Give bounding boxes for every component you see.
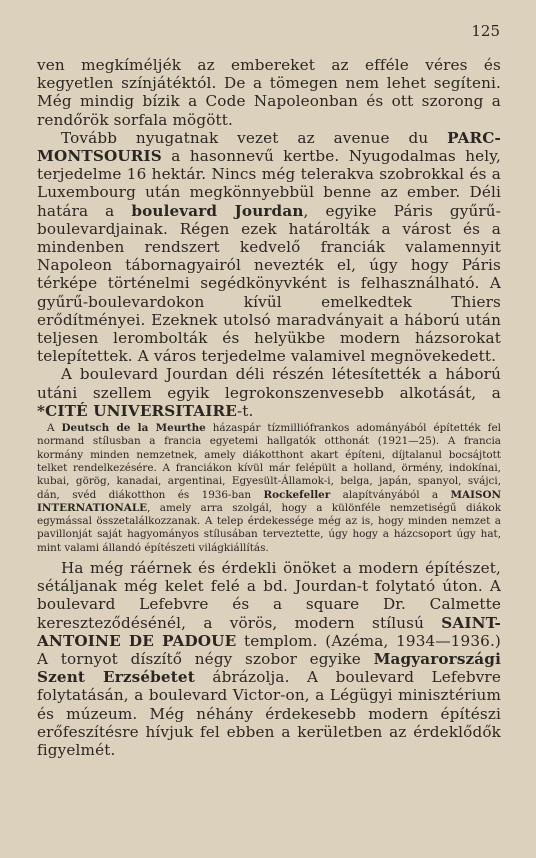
page-number: 125 [471,22,500,40]
bold-run-cite-universitaire: *CITÉ UNIVERSITAIRE [37,401,237,420]
bold-run-maison-internationale: MAISON INTERNATIONALE [37,488,501,514]
text-run: alapítványából a [330,488,451,501]
text-run: , amely arra szolgál, hogy a különféle nemzetiségű diákok egymással összetalálkozzanak. A telep érdekessége még az is, hogy minden nemzet a pavillonját saját hagyományos stílusában terveztette, úgy hogy a házcsoport úgy hat, mint valami állandó építészeti világkiállítás. [37,501,501,554]
text-run: , egyike Páris gyűrű-boulevardjainak. Régen ezek határolták a várost és a mindenben rendszert kedvelő franciák valamennyit Napoleon tábornagyairól nevezték el, úgy hogy Páris térképe történelmi segédkönyvként is felhasználható. A gyűrű-boulevardokon kívül emelkedtek Thiers erődítményei. Ezeknek utolsó maradványait a háború után teljesen lerombolták és helyükbe modern házsorokat telepítettek. A város terjedelme valamivel megnövekedett. [37,201,501,366]
bold-run-saint-antoine: SAINT-ANTOINE DE PADOUE [37,613,501,650]
bold-run-deutsch: Deutsch de la Meurthe [61,422,206,435]
text-run: A [47,422,62,435]
paragraph-1 [37,56,501,129]
text-body [37,56,501,759]
bold-run-parc-montsouris: PARC-MONTSOURIS [37,128,501,166]
paragraph-3 [37,365,501,420]
paragraph-2 [37,129,501,366]
text-run: házaspár tízmilliófrankos adományából építették fel normand stílusban a francia egyetemi hallgatók otthonát (1921—25). A francia kormány minden nemzetnek, amely diákotthont akart építeni, díjtalanul bocsájtott telket rendelkezésére. A franciákon kívül már felépült a holland, örmény, indokínai, kubai, görög, kanadai, argentinai, Egyesült-Államok-i, belga, japán, spanyol, svájci, dán, svéd diákotthon és 1936-ban [37,422,501,501]
text-run: ven megkíméljék az embereket az efféle véres és kegyetlen színjátéktól. De a tömegen nem lehet segíteni. Még mindig bízik a Code Napoleonban és ott szorong a rendőrök sorfala mögött. [37,56,501,129]
bold-run-boulevard-jourdan: boulevard Jourdan [131,201,304,220]
bold-run-rockefeller: Rockefeller [263,488,331,501]
bold-run-szent-erzsebet: Magyarországi Szent Erzsébetet [37,650,501,687]
text-run: Tovább nyugatnak vezet az avenue du [61,128,448,147]
text-run: ábrázolja. A boulevard Lefebvre folytatásán, a boulevard Victor-on, a Légügyi minisztérium és múzeum. Még néhány érdekesebb modern építészi erőfeszítésre hívjuk fel ebben a kerületben az érdeklődők figyelmét. [37,668,501,760]
footnote-block [37,422,501,555]
paragraph-4 [37,559,501,759]
text-run: Ha még ráérnek és érdekli önöket a modern építészet, sétáljanak még kelet felé a bd. Jourdan-t folytató úton. A boulevard Lefebvre és a square Dr. Calmette kereszteződésénél, a vörös, modern stílusú [37,559,501,632]
text-run: -t. [237,401,254,420]
text-run: a hasonnevű kertbe. Nyugodalmas hely, terjedelme 16 hektár. Nincs még telerakva szobrokkal és a Luxembourg után megkönnyebbül benne az ember. Déli határa a [37,147,501,220]
text-run: templom. (Azéma, 1934—1936.) A tornyot díszítő négy szobor egyike [37,631,501,669]
text-run: A boulevard Jourdan déli részén létesítették a háború utáni szellem egyik legrokonszenvesebb alkotását, a [37,365,501,402]
